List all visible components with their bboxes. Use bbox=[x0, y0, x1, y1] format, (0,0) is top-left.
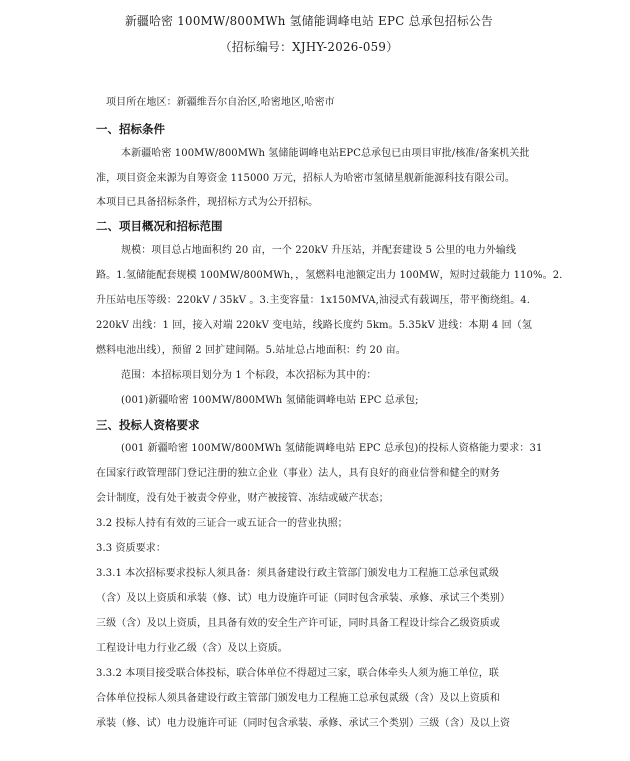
item-3-3-2-line-3: 承装（修、试）电力设施许可证（同时包含承装、承修、承试三个类别）三级（含）及以上资 bbox=[96, 718, 511, 729]
section-2-heading: 二、项目概况和招标范围 bbox=[96, 219, 223, 233]
item-3-3: 3.3 资质要求： bbox=[96, 543, 166, 554]
item-3-3-1-line-3: 三级（含）及以上资质，且具备有效的安全生产许可证，同时具备工程设计综合乙级资质或 bbox=[96, 618, 500, 629]
section-1-line-2: 准，项目资金来源为自筹资金 115000 万元，招标人为哈密市氢储星舰新能源科技有限公司。 bbox=[96, 173, 516, 184]
scale-line-3: 升压站电压等级：220kV / 35kV 。3.主变容量：1x150MVA,油浸式有载调压，带平衡绕组。4. bbox=[96, 295, 531, 306]
bid-number: （招标编号：XJHY-2026-059） bbox=[219, 40, 399, 54]
section-3-heading: 三、投标人资格要求 bbox=[96, 418, 200, 432]
requirement-line-3: 会计制度，没有处于被责令停业，财产被接管、冻结或破产状态； bbox=[96, 493, 389, 504]
item-3-3-1-line-4: 工程设计电力行业乙级（含）及以上资质。 bbox=[96, 643, 288, 654]
scale-line-4: 220kV 出线：1 回，接入对端 220kV 变电站，线路长度约 5km。5.35kV 进线：本期 4 回（氢 bbox=[96, 320, 532, 331]
item-3-2: 3.2 投标人持有有效的三证合一或五证合一的营业执照； bbox=[96, 518, 348, 529]
scale-line-5: 燃料电池出线），预留 2 回扩建间隔。5.站址总占地面积：约 20 亩。 bbox=[96, 345, 406, 356]
section-1-line-1: 本新疆哈密 100MW/800MWh 氢储能调峰电站EPC总承包已由项目审批/核准/备案机关批 bbox=[121, 148, 530, 159]
requirement-line-2: 在国家行政管理部门登记注册的独立企业（事业）法人，具有良好的商业信誉和健全的财务 bbox=[96, 468, 500, 479]
item-3-3-2-line-2: 合体单位投标人须具备建设行政主管部门颁发电力工程施工总承包贰级（含）及以上资质和 bbox=[96, 693, 500, 704]
requirement-line-1: (001 新疆哈密 100MW/800MWh 氢储能调峰电站 EPC 总承包)的投标人资格能力要求：31 bbox=[121, 443, 543, 454]
item-3-3-1-line-2: （含）及以上资质和承装（修、试）电力设施许可证（同时包含承装、承修、承试三个类别） bbox=[96, 593, 511, 604]
project-location: 项目所在地区：新疆维吾尔自治区,哈密地区,哈密市 bbox=[106, 97, 335, 108]
scale-line-2: 路。1.氢储能配套规模 100MW/800MWh，，氢燃料电池额定出力 100MW，短时过载能力 110%。2. bbox=[96, 270, 563, 281]
scale-line-1: 规模：项目总占地面积约 20 亩，一个 220kV 升压站，并配套建设 5 公里的电力外输线 bbox=[121, 245, 517, 256]
item-3-3-2-line-1: 3.3.2 本项目接受联合体投标，联合体单位不得超过三家，联合体牵头人须为施工单位，联 bbox=[96, 668, 499, 679]
document-title: 新疆哈密 100MW/800MWh 氢储能调峰电站 EPC 总承包招标公告 bbox=[124, 14, 494, 28]
scope-line: 范围：本招标项目划分为 1 个标段，本次招标为其中的： bbox=[121, 370, 377, 381]
section-1-line-3: 本项目已具备招标条件，现招标方式为公开招标。 bbox=[96, 197, 319, 208]
lot-line: (001)新疆哈密 100MW/800MWh 氢储能调峰电站 EPC 总承包; bbox=[121, 395, 419, 406]
item-3-3-1-line-1: 3.3.1 本次招标要求投标人须具备：须具备建设行政主管部门颁发电力工程施工总承包贰级 bbox=[96, 568, 499, 579]
section-1-heading: 一、招标条件 bbox=[96, 122, 165, 136]
